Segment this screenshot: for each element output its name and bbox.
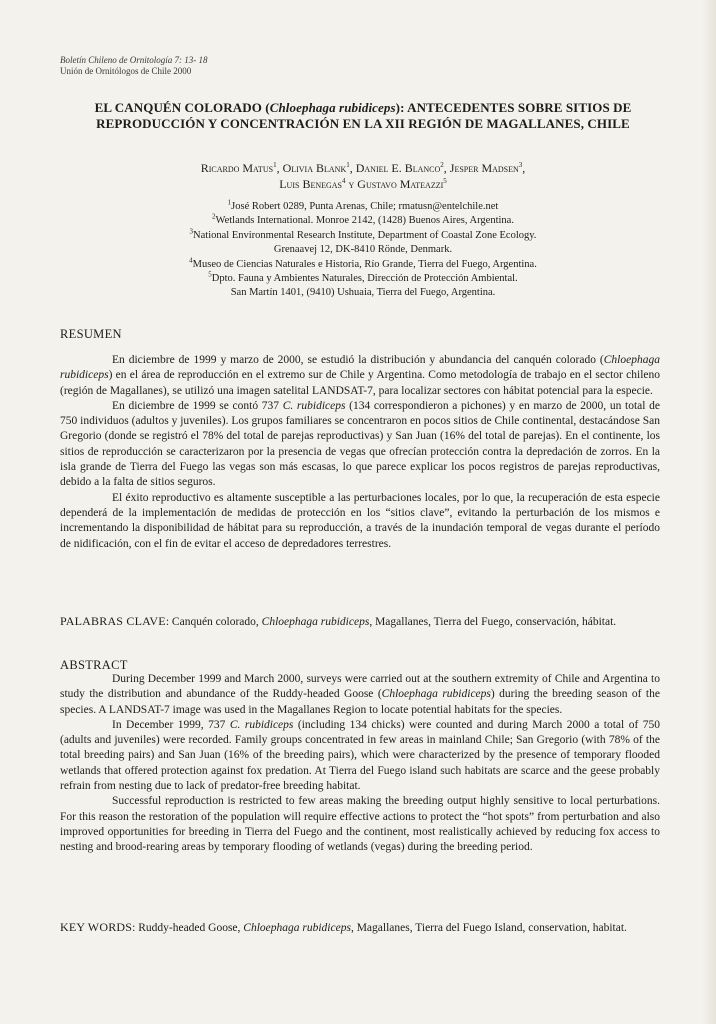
affiliation-line: $^3$National Environmental Research Institute, Department of Coastal Zone Ecology. — [189, 227, 537, 241]
resumen-heading: RESUMEN — [60, 327, 122, 341]
abstract-body — [60, 672, 660, 856]
affiliation-line: $^5$Dpto. Fauna y Ambientes Naturales, Dirección de Protección Ambiental. — [208, 270, 518, 285]
journal-citation: Boletín Chileno de Ornitología 7: 13- 18 — [60, 55, 208, 65]
resumen-body — [60, 353, 660, 552]
author: Luis Benegas — [279, 177, 342, 191]
abstract-paragraph: Successful reproduction is restricted to few areas making the breeding output highly sensitive to local perturbations. For this reason the restoration of the population will require effective actions to protect the “hot spots” from perturbation and also improved opportunities for breeding in Tierra del Fuego and the continent, most realistically achieved by reducing fox access to nesting and brood-rearing areas by temporary flooding of wetlands (vegas) during the breeding period. — [60, 795, 660, 854]
page-edge-shadow — [702, 0, 716, 1024]
journal-publisher: Unión de Ornitólogos de Chile 2000 — [60, 66, 192, 76]
resumen-paragraph: El éxito reproductivo es altamente susceptible a las perturbaciones locales, por lo que, la recuperación de esta especie dependerá de la implementación de medidas de protección en los “sitios clave”, evitando la perturbación de los mismos e incrementando la disponibilidad de hábitat para su reproducción, a través de la inundación temporal de vegas durante el período de nidificación, con el fin de evitar el acceso de depredadores terrestres. — [60, 491, 660, 550]
palabras-label: PALABRAS CLAVE — [60, 614, 166, 628]
author: Ricardo Matus — [200, 161, 274, 175]
affiliation-line: $^4$Museo de Ciencias Naturales e Historia, Río Grande, Tierra del Fuego, Argentina. — [189, 256, 537, 270]
affiliation-line: $^2$Wetlands International. Monroe 2142, (1428) Buenos Aires, Argentina. — [212, 212, 514, 227]
author: Olivia Blank — [282, 161, 347, 175]
abstract-paragraph: During December 1999 and March 2000, surveys were carried out at the southern extremity of Chile and Argentina to study the distribution and abundance of the Ruddy-headed Goose (Chloephaga rubidiceps) during the breeding season of the species. A LANDSAT-7 image was used in the Magallanes Region to locate potential habitats for the species. — [60, 673, 660, 716]
affiliation-line: $^1$José Robert 0289, Punta Arenas, Chile; rmatusn@entelchile.net — [227, 198, 499, 212]
affiliation-line: Grenaavej 12, DK-8410 Rönde, Denmark. — [273, 244, 453, 256]
affiliation-line: San Martín 1401, (9410) Ushuaia, Tierra del Fuego, Argentina. — [230, 287, 496, 299]
palabras-clave: PALABRAS CLAVE: Canquén colorado, Chloephaga rubidiceps, Magallanes, Tierra del Fuego, conservación, hábitat. — [60, 614, 617, 628]
resumen-paragraph: En diciembre de 1999 y marzo de 2000, se estudió la distribución y abundancia del canquén colorado (Chloephaga rubidiceps) en el área de reproducción en el extremo sur de Chile y Argentina. Como metodología de trabajo en el sector chileno (región de Magallanes), se utilizó una imagen satelital LANDSAT-7, para localizar sectores con hábitat potencial para la especie. — [60, 354, 660, 397]
journal-header — [60, 55, 208, 77]
title-species: Chloephaga rubidiceps — [269, 100, 396, 115]
affiliation-list — [110, 200, 616, 301]
abstract-paragraph: In December 1999, 737 C. rubidiceps (including 134 chicks) were counted and during March 2000 a total of 750 (adults and juveniles) were recorded. Family groups concentrated in few areas in mainland Chile; San Gregorio (with 78% of the total breeding pairs) and San Juan (16% of the breeding pairs), which were characterized by the presence of temporary flooded wetlands that offered protection against fox predation. At Tierra del Fuego island such habitats are scarce and the geese probably refrain from nesting due to lack of predator-free breeding habitat. — [60, 718, 660, 793]
author: Gustavo Mateazzi — [357, 177, 444, 191]
key-words-label: KEY WORDS — [60, 920, 133, 934]
paper-title: EL CANQUÉN COLORADO (Chloephaga rubidiceps): ANTECEDENTES SOBRE SITIOS DE REPRODUCCIÓN Y CONCENTRACIÓN EN LA XII REGIÓN DE MAGALLANES, CHILE — [94, 100, 632, 131]
resumen-paragraph: En diciembre de 1999 se contó 737 C. rubidiceps (134 correspondieron a pichones) y en marzo de 2000, un total de 750 individuos (adultos y juveniles). Los grupos familiares se concentraron en pocos sitios de Chile continental, destacándose San Gregorio (donde se registró el 78% del total de parejas reproductivas) y San Juan (16% del total de parejas). En el continente, los sitios de reproducción se caracterizaron por la presencia de vegas que ofrecían protección contra la depredación de zorros. En la isla grande de Tierra del Fuego las vegas son más escasas, lo que parece explicar los pocos registros de parejas reproductivas, debido a la falta de sitios seguros. — [60, 399, 660, 489]
author: Daniel E. Blanco — [355, 161, 441, 175]
abstract-heading: ABSTRACT — [60, 658, 128, 672]
author-list: Ricardo Matus$^1$, Olivia Blank$^1$, Daniel E. Blanco$^2$, Jesper Madsen$^3$, Luis Benegas$^4$ y Gustavo Mateazzi$^5$ — [200, 161, 526, 191]
author: Jesper Madsen — [449, 161, 519, 175]
key-words: KEY WORDS: Ruddy-headed Goose, Chloephaga rubidiceps, Magallanes, Tierra del Fuego Island, conservation, habitat. — [60, 920, 627, 934]
